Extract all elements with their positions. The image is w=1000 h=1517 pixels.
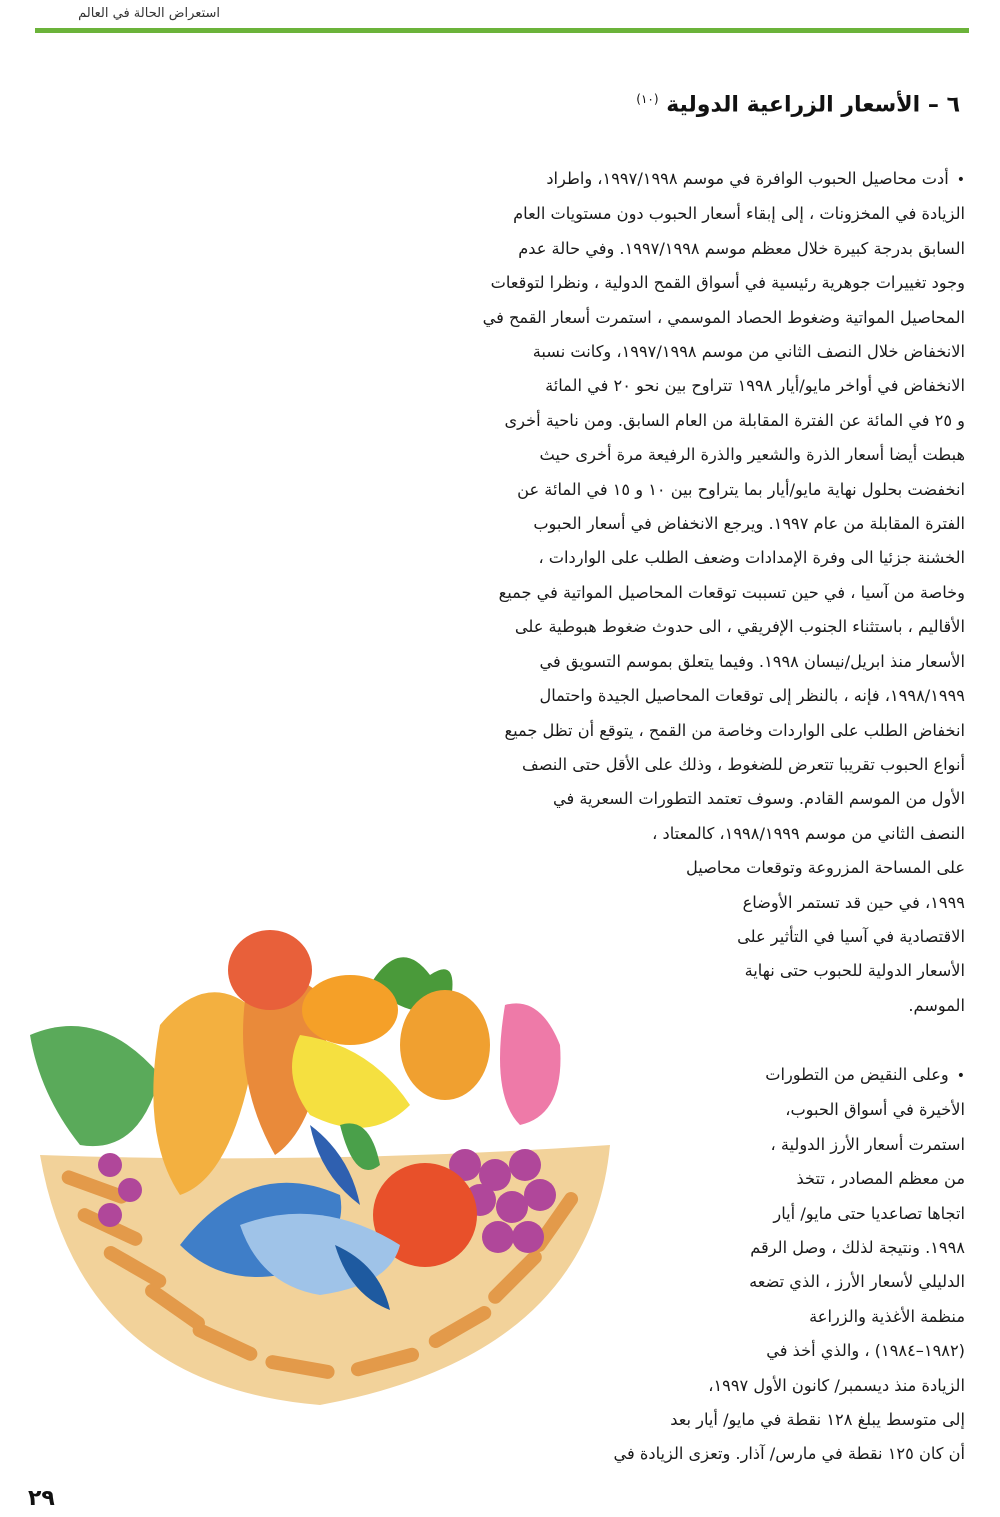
text-line: الدليلي لأسعار الأرز ، الذي تضعه: [749, 1272, 965, 1292]
leaf-icon: [30, 1026, 160, 1146]
pear-icon: [500, 1003, 561, 1125]
header-rule: [35, 28, 969, 33]
text-line: الانخفاض خلال النصف الثاني من موسم ١٩٩٧/١٩٩٨، وكانت نسبة: [532, 342, 965, 362]
text-line: ١٩٩٩، في حين قد تستمر الأوضاع: [742, 892, 965, 912]
text-line: إلى متوسط يبلغ ١٢٨ نقطة في مايو/ أيار بعد: [670, 1410, 965, 1430]
bullet-icon: •: [956, 1068, 965, 1084]
text-line: الزيادة منذ ديسمبر/ كانون الأول ١٩٩٧،: [708, 1375, 965, 1395]
text-line: الأخيرة في أسواق الحبوب،: [785, 1100, 965, 1120]
text-line: [755, 1058, 965, 1093]
text-line: وخاصة من آسيا ، في حين تسببت توقعات المحاصيل المواتية في جميع: [498, 582, 965, 602]
text-line: الزيادة في المخزونات ، إلى إبقاء أسعار الحبوب دون مستويات العام: [513, 204, 965, 224]
text-line: أن كان ١٢٥ نقطة في مارس/ آذار. وتعزى الزيادة في: [613, 1444, 965, 1464]
text-line: و ٢٥ في المائة عن الفترة المقابلة من العام السابق. ومن ناحية أخرى: [504, 410, 965, 430]
text-line: ١٩٩٨/١٩٩٩، فإنه ، بالنظر إلى توقعات المحاصيل الجيدة واحتمال: [539, 686, 965, 706]
text-line: الاقتصادية في آسيا في التأثير على: [737, 926, 965, 946]
text-line: (١٩٨٢–١٩٨٤) ، والذي أخذ في: [766, 1341, 965, 1361]
footnote-marker: (١٠): [636, 92, 659, 106]
text-line: الموسم.: [908, 995, 965, 1015]
text-line: ١٩٩٨. ونتيجة لذلك ، وصل الرقم: [750, 1238, 965, 1258]
text-line: السابق بدرجة كبيرة خلال معظم موسم ١٩٩٧/١٩٩٨. وفي حالة عدم: [518, 238, 965, 258]
section-title: الأسعار الزراعية الدولية: [666, 92, 921, 118]
text-line: منظمة الأغذية والزراعة: [809, 1306, 965, 1326]
paragraph-wheat-prices: [355, 162, 965, 1023]
text-line: أنواع الحبوب تقريبا تتعرض للضغوط ، وذلك على الأقل حتى النصف: [521, 754, 965, 774]
text-line: المحاصيل المواتية وضغوط الحصاد الموسمي ، استمرت أسعار القمح في: [482, 307, 965, 327]
text-line: الأول من الموسم القادم. وسوف تعتمد التطورات السعرية في: [553, 789, 965, 809]
tomato-icon: [228, 930, 312, 1010]
text-line: الأسعار الدولية للحبوب حتى نهاية: [744, 961, 965, 981]
text-line: الخشنة جزئيا الى وفرة الإمدادات وضعف الطلب على الواردات ،: [538, 548, 965, 568]
section-number: ٦: [946, 92, 960, 118]
page-number: ٢٩: [28, 1486, 55, 1511]
fruit-basket-illustration: [20, 915, 620, 1415]
bullet-icon: •: [956, 172, 965, 188]
text-line: الأقاليم ، باستثناء الجنوب الإفريقي ، الى حدوث ضغوط هبوطية على: [514, 617, 965, 637]
running-header: استعراض الحالة في العالم: [78, 6, 220, 21]
text-line: اتجاها تصاعديا حتى مايو/ أيار: [773, 1203, 965, 1223]
section-dash: –: [927, 92, 939, 118]
section-heading: [460, 92, 960, 117]
text-line: من معظم المصادر ، تتخذ: [796, 1169, 965, 1189]
text-line: الفترة المقابلة من عام ١٩٩٧. ويرجع الانخفاض في أسعار الحبوب: [533, 514, 965, 534]
text-line: [355, 162, 965, 197]
text-line: الأسعار منذ ابريل/نيسان ١٩٩٨. وفيما يتعلق بموسم التسويق في: [539, 651, 965, 671]
banana-icon: [292, 1035, 410, 1128]
text-run: أدت محاصيل الحبوب الوافرة في موسم ١٩٩٧/١٩٩٨، واطراد: [546, 169, 949, 188]
text-run: وعلى النقيض من التطورات: [765, 1065, 949, 1084]
text-line: على المساحة المزروعة وتوقعات محاصيل: [686, 858, 965, 878]
text-line: هبطت أيضا أسعار الذرة والشعير والذرة الرفيعة مرة أخرى حيث: [539, 445, 965, 465]
text-line: انخفضت بحلول نهاية مايو/أيار بما يتراوح بين ١٠ و ١٥ في المائة عن: [517, 479, 965, 499]
lemon-icon: [302, 975, 398, 1045]
text-line: انخفاض الطلب على الواردات وخاصة من القمح ، يتوقع أن تظل جميع: [504, 720, 965, 740]
text-line: وجود تغييرات جوهرية رئيسية في أسواق القمح الدولية ، ونظرا لتوقعات: [490, 273, 965, 293]
text-line: الانخفاض في أواخر مايو/أيار ١٩٩٨ تتراوح بين نحو ٢٠ في المائة: [545, 376, 965, 396]
text-line: استمرت أسعار الأرز الدولية ،: [770, 1134, 965, 1154]
text-line: النصف الثاني من موسم ١٩٩٨/١٩٩٩، كالمعتاد ،: [652, 823, 965, 843]
pineapple-icon: [400, 990, 490, 1100]
